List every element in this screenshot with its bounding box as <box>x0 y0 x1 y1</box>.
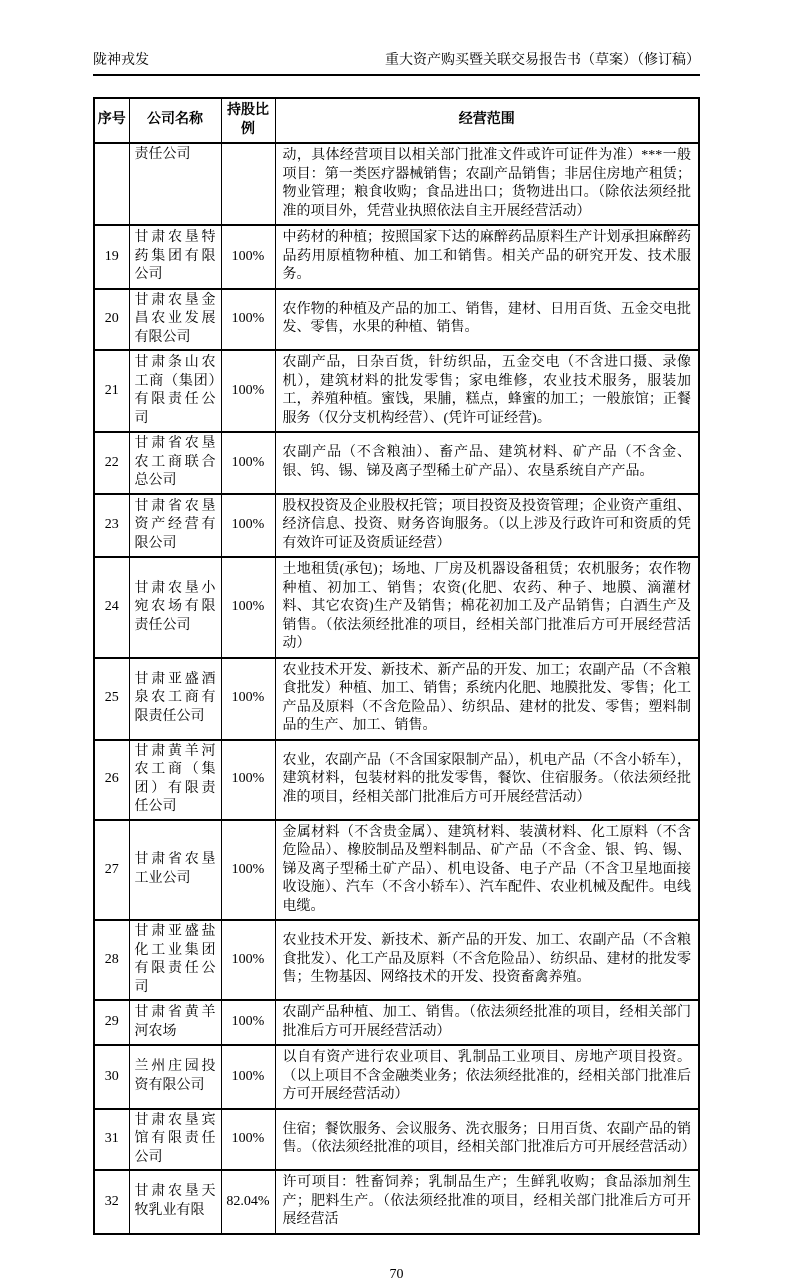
row-business-scope: 农作物的种植及产品的加工、销售，建材、日用百货、五金交电批发、零售，水果的种植、销售。 <box>275 289 699 351</box>
row-business-scope: 动，具体经营项目以相关部门批准文件或许可证件为准）***一般项目：第一类医疗器械销售；农副产品销售；非居住房地产租赁；物业管理；粮食收购；食品进出口；货物进出口。（除依法须经批准的项目外，凭营业执照依法自主开展经营活动） <box>275 143 699 225</box>
row-company-name: 甘肃农垦特药集团有限公司 <box>129 225 221 289</box>
table-header <box>94 98 699 143</box>
table-row <box>94 658 699 740</box>
page-header <box>93 0 700 76</box>
page-content <box>93 0 700 1283</box>
row-company-name: 甘肃省农垦工业公司 <box>129 820 221 921</box>
table-row <box>94 1045 699 1109</box>
row-company-name: 甘肃农垦天牧乳业有限 <box>129 1170 221 1234</box>
row-serial-number: 25 <box>94 658 129 740</box>
table-row <box>94 740 699 820</box>
row-business-scope: 股权投资及企业股权托管；项目投资及投资管理；企业资产重组、经济信息、投资、财务咨询服务。（以上涉及行政许可和资质的凭有效许可证及资质证经营） <box>275 494 699 558</box>
row-shareholding-ratio: 100% <box>221 1045 275 1109</box>
row-business-scope: 农业技术开发、新技术、新产品的开发、加工、农副产品（不含粮食批发）、化工产品及原料（不含危险品）、纺织品、建材的批发零售；生物基因、网络技术的开发、投资畜禽养殖。 <box>275 920 699 1000</box>
row-shareholding-ratio: 100% <box>221 740 275 820</box>
row-business-scope: 土地租赁(承包)；场地、厂房及机器设备租赁；农机服务；农作物种植、初加工、销售；农资(化肥、农药、种子、地膜、滴灌材料、其它农资)生产及销售；棉花初加工及产品销售；白酒生产及销售。（依法须经批准的项目，经相关部门批准后方可开展经营活动） <box>275 557 699 658</box>
table-row <box>94 1170 699 1234</box>
row-serial-number: 22 <box>94 432 129 494</box>
row-serial-number: 32 <box>94 1170 129 1234</box>
subsidiaries-table <box>93 97 700 1235</box>
table-row <box>94 225 699 289</box>
row-shareholding-ratio: 100% <box>221 289 275 351</box>
row-shareholding-ratio: 100% <box>221 557 275 658</box>
column-header-serial-number: 序号 <box>94 98 129 143</box>
row-company-name: 甘肃省黄羊河农场 <box>129 1000 221 1045</box>
row-business-scope: 金属材料（不含贵金属）、建筑材料、装潢材料、化工原料（不含危险品）、橡胶制品及塑料制品、矿产品（不含金、银、钨、锡、锑及离子型稀土矿产品）、机电设备、电子产品（不含卫星地面接收设施）、汽车（不含小轿车）、汽车配件、农业机械及配件。电线电缆。 <box>275 820 699 921</box>
table-row <box>94 557 699 658</box>
page-number: 70 <box>389 1266 404 1282</box>
table-row <box>94 143 699 225</box>
row-serial-number: 23 <box>94 494 129 558</box>
row-company-name: 甘肃农垦金昌农业发展有限公司 <box>129 289 221 351</box>
row-business-scope: 许可项目：牲畜饲养；乳制品生产；生鲜乳收购；食品添加剂生产；肥料生产。（依法须经批准的项目，经相关部门批准后方可开展经营活 <box>275 1170 699 1234</box>
row-serial-number: 30 <box>94 1045 129 1109</box>
row-serial-number: 29 <box>94 1000 129 1045</box>
row-shareholding-ratio: 100% <box>221 820 275 921</box>
table-row <box>94 820 699 921</box>
row-shareholding-ratio: 100% <box>221 225 275 289</box>
row-shareholding-ratio: 100% <box>221 1000 275 1045</box>
header-document-title: 重大资产购买暨关联交易报告书（草案）（修订稿） <box>385 53 700 68</box>
table-row <box>94 920 699 1000</box>
row-shareholding-ratio: 100% <box>221 920 275 1000</box>
row-shareholding-ratio: 82.04% <box>221 1170 275 1234</box>
row-business-scope: 以自有资产进行农业项目、乳制品工业项目、房地产项目投资。（以上项目不含金融类业务；依法须经批准的，经相关部门批准后方可开展经营活动） <box>275 1045 699 1109</box>
row-business-scope: 农业，农副产品（不含国家限制产品），机电产品（不含小轿车），建筑材料，包装材料的批发零售，餐饮、住宿服务。（依法须经批准的项目，经相关部门批准后方可开展经营活动） <box>275 740 699 820</box>
row-company-name: 甘肃黄羊河农工商（集团）有限责任公司 <box>129 740 221 820</box>
row-business-scope: 农副产品，日杂百货，针纺织品，五金交电（不含进口摄、录像机），建筑材料的批发零售；家电维修，农业技术服务，服装加工，养殖种植。蜜饯，果脯，糕点，蜂蜜的加工；一般旅馆；正餐服务（仅分支机构经营）、(凭许可证经营)。 <box>275 350 699 432</box>
table-header-row <box>94 98 699 143</box>
row-company-name: 甘肃亚盛盐化工业集团有限责任公司 <box>129 920 221 1000</box>
row-business-scope: 农副产品（不含粮油）、畜产品、建筑材料、矿产品（不含金、银、钨、锡、锑及离子型稀土矿产品）、农垦系统自产产品。 <box>275 432 699 494</box>
row-business-scope: 农业技术开发、新技术、新产品的开发、加工；农副产品（不含粮食批发）种植、加工、销售；系统内化肥、地膜批发、零售；化工产品及原料（不含危险品）、纺织品、建材的批发、零售；塑料制品的生产、加工、销售。 <box>275 658 699 740</box>
row-company-name: 甘肃条山农工商（集团）有限责任公司 <box>129 350 221 432</box>
row-serial-number: 19 <box>94 225 129 289</box>
column-header-company-name: 公司名称 <box>129 98 221 143</box>
column-header-shareholding-ratio: 持股比例 <box>221 98 275 143</box>
row-company-name: 兰州庄园投资有限公司 <box>129 1045 221 1109</box>
table-body <box>94 143 699 1234</box>
row-serial-number: 27 <box>94 820 129 921</box>
row-company-name: 甘肃农垦小宛农场有限责任公司 <box>129 557 221 658</box>
table-row <box>94 1000 699 1045</box>
row-serial-number: 21 <box>94 350 129 432</box>
table-row <box>94 1109 699 1171</box>
row-business-scope: 中药材的种植；按照国家下达的麻醉药品原料生产计划承担麻醉药品药用原植物种植、加工和销售。相关产品的研究开发、技术服务。 <box>275 225 699 289</box>
row-serial-number: 31 <box>94 1109 129 1171</box>
row-company-name: 甘肃农垦宾馆有限责任公司 <box>129 1109 221 1171</box>
row-serial-number: 20 <box>94 289 129 351</box>
row-serial-number <box>94 143 129 225</box>
table-row <box>94 350 699 432</box>
row-company-name: 甘肃省农垦农工商联合总公司 <box>129 432 221 494</box>
table-row <box>94 432 699 494</box>
row-business-scope: 住宿；餐饮服务、会议服务、洗衣服务；日用百货、农副产品的销售。（依法须经批准的项目，经相关部门批准后方可开展经营活动） <box>275 1109 699 1171</box>
row-company-name: 甘肃亚盛酒泉农工商有限责任公司 <box>129 658 221 740</box>
row-serial-number: 28 <box>94 920 129 1000</box>
row-shareholding-ratio: 100% <box>221 658 275 740</box>
row-shareholding-ratio: 100% <box>221 350 275 432</box>
row-company-name: 甘肃省农垦资产经营有限公司 <box>129 494 221 558</box>
row-shareholding-ratio: 100% <box>221 432 275 494</box>
row-shareholding-ratio <box>221 143 275 225</box>
row-company-name: 责任公司 <box>129 143 221 225</box>
header-company-short-name: 陇神戎发 <box>93 53 149 68</box>
column-header-business-scope: 经营范围 <box>275 98 699 143</box>
row-business-scope: 农副产品种植、加工、销售。（依法须经批准的项目，经相关部门批准后方可开展经营活动） <box>275 1000 699 1045</box>
row-serial-number: 26 <box>94 740 129 820</box>
row-shareholding-ratio: 100% <box>221 1109 275 1171</box>
table-row <box>94 494 699 558</box>
row-shareholding-ratio: 100% <box>221 494 275 558</box>
row-serial-number: 24 <box>94 557 129 658</box>
table-row <box>94 289 699 351</box>
